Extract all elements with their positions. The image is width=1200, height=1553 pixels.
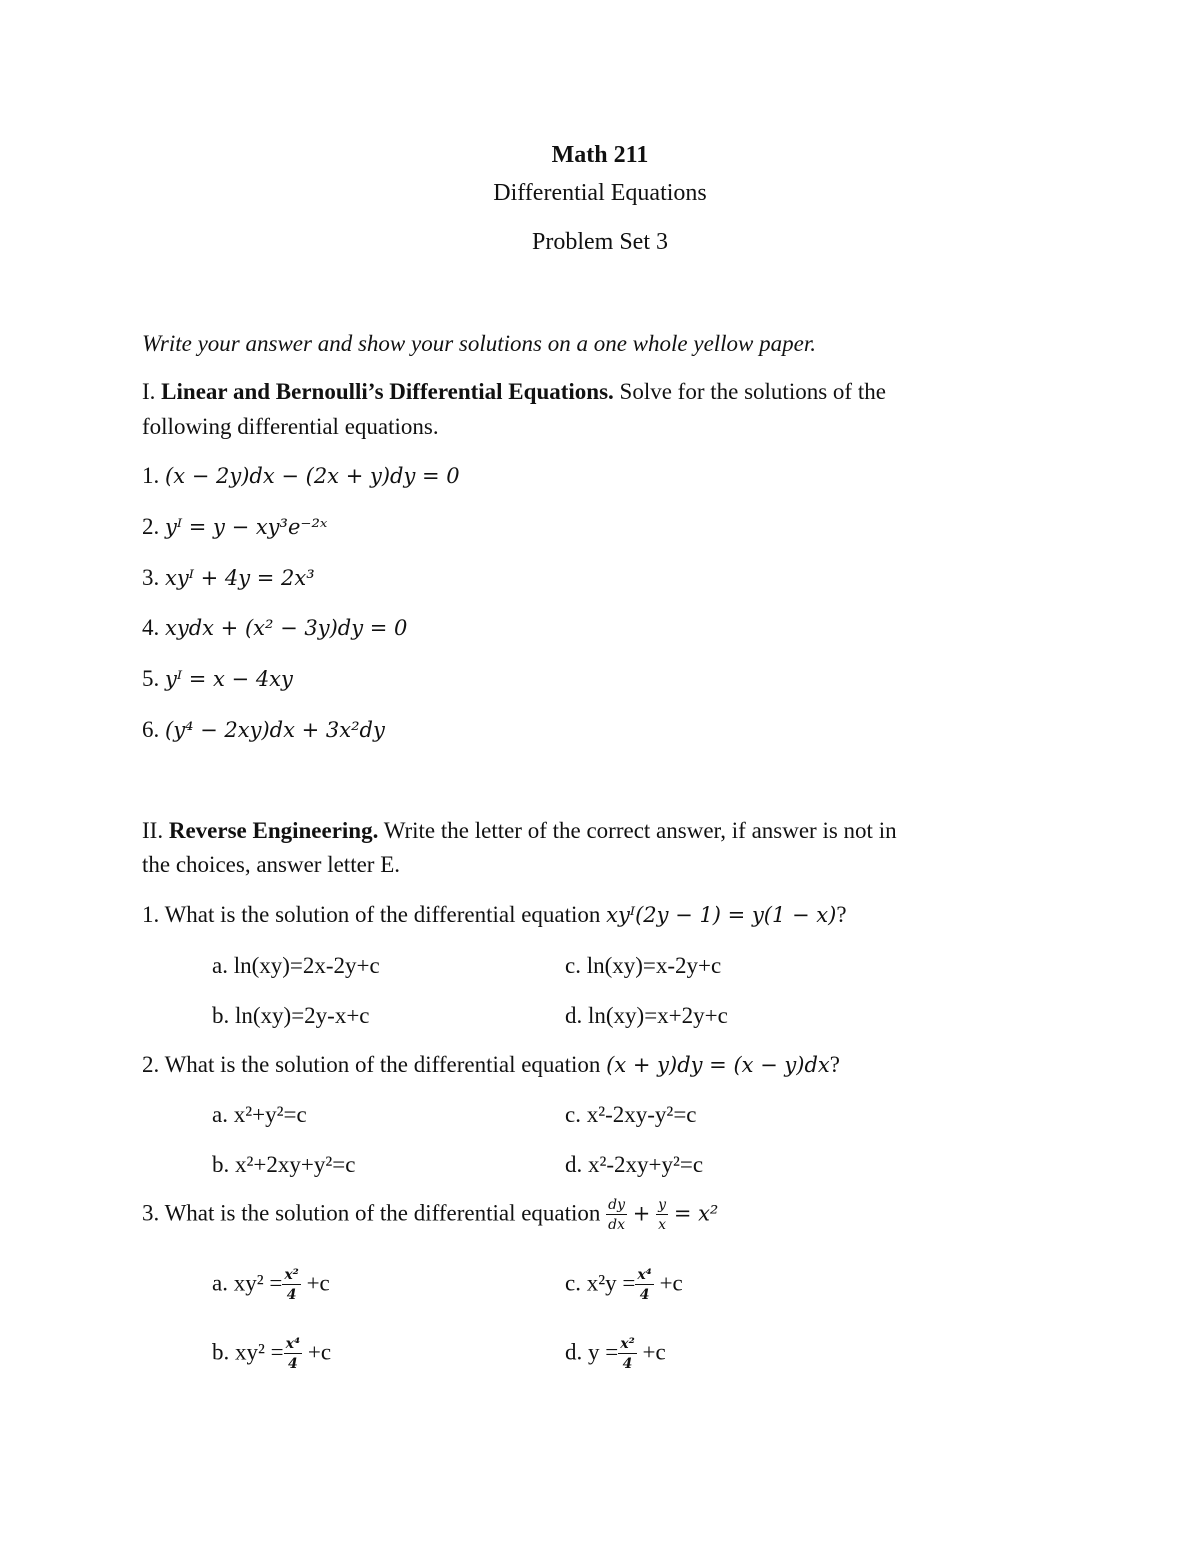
problem-4-equation: xydx + (x² − 3y)dy = 0: [165, 616, 408, 640]
problem-6-equation: (y⁴ − 2xy)dx + 3x²dy: [165, 718, 385, 742]
q2-option-d: d. x²-2xy+y²=c: [565, 1152, 704, 1177]
section2-heading-line: [142, 818, 897, 844]
problem-2: 2. yᴵ = y − xy³e⁻²ˣ: [142, 514, 328, 539]
problem-4: 4. xydx + (x² − 3y)dy = 0: [142, 615, 408, 640]
problem-1: 1. (x − 2y)dx − (2x + y)dy = 0: [142, 463, 460, 488]
course-title: Math 211: [551, 142, 649, 168]
section1-text-1: Solve for the solutions of the: [619, 379, 886, 404]
section1-label: I.: [142, 379, 156, 404]
problem-1-equation: (x − 2y)dx − (2x + y)dy = 0: [165, 464, 460, 488]
course-subtitle: Differential Equations: [493, 180, 707, 206]
question-2: 2. What is the solution of the differential equation (x + y)dy = (x − y)dx?: [142, 1052, 840, 1077]
q3-option-d: d. y = $\frac{\text{x²}}{4}$ +c: [565, 1336, 666, 1372]
section2-label: II.: [142, 818, 164, 843]
section2-text-2: the choices, answer letter E.: [142, 852, 400, 877]
q3-rhs: = x²: [673, 1201, 719, 1226]
question-2-equation: (x + y)dy = (x − y)dx: [606, 1053, 830, 1077]
q2-option-c: c. x²-2xy-y²=c: [565, 1102, 697, 1127]
section1-text-2: following differential equations.: [142, 414, 439, 439]
section1-heading: Linear and Bernoulli’s Differential Equations.: [161, 379, 614, 404]
section2-heading: Reverse Engineering.: [168, 818, 379, 843]
problem-6: 6. (y⁴ − 2xy)dx + 3x²dy: [142, 717, 385, 742]
q1-option-c: c. ln(xy)=x-2y+c: [565, 953, 722, 978]
problem-3-equation: xyᴵ + 4y = 2x³: [165, 566, 315, 590]
q1-option-d: d. ln(xy)=x+2y+c: [565, 1003, 728, 1028]
q3-option-c: c. x²y = $\frac{\text{x⁴}}{4}$ +c: [565, 1267, 683, 1303]
section2-text-1: Write the letter of the correct answer, if answer is not in: [383, 818, 897, 843]
q1-option-b: b. ln(xy)=2y-x+c: [212, 1003, 370, 1028]
question-1: 1. What is the solution of the differential equation xyᴵ(2y − 1) = y(1 − x)?: [142, 902, 847, 927]
problem-2-equation: yᴵ = y − xy³e⁻²ˣ: [165, 515, 328, 539]
q1-option-a: a. ln(xy)=2x-2y+c: [212, 953, 380, 978]
q3-option-b: b. xy² = $\frac{\text{x⁴}}{4}$ +c: [212, 1336, 332, 1372]
q3-option-a: a. xy² = $\frac{\text{x²}}{4}$ +c: [212, 1267, 330, 1303]
q3-fraction-yx: $\frac{y}{x}$: [658, 1197, 667, 1233]
q2-option-b: b. x²+2xy+y²=c: [212, 1152, 356, 1177]
section1-heading-line: [142, 379, 886, 405]
question-1-equation: xyᴵ(2y − 1) = y(1 − x): [606, 903, 837, 927]
problem-5: 5. yᴵ = x − 4xy: [142, 666, 293, 691]
question-3: 3. What is the solution of the differential equation $\frac{dy}{dx}$ + $\frac{y}{x}$ = x²: [142, 1197, 719, 1233]
problem-5-equation: yᴵ = x − 4xy: [165, 667, 293, 691]
instructions: Write your answer and show your solutions on a one whole yellow paper.: [142, 331, 817, 356]
problem-3: 3. xyᴵ + 4y = 2x³: [142, 565, 315, 590]
q2-option-a: a. x²+y²=c: [212, 1102, 307, 1127]
q3-fraction-dydx: $\frac{dy}{dx}$: [608, 1197, 626, 1233]
problem-set-title: Problem Set 3: [532, 229, 668, 255]
